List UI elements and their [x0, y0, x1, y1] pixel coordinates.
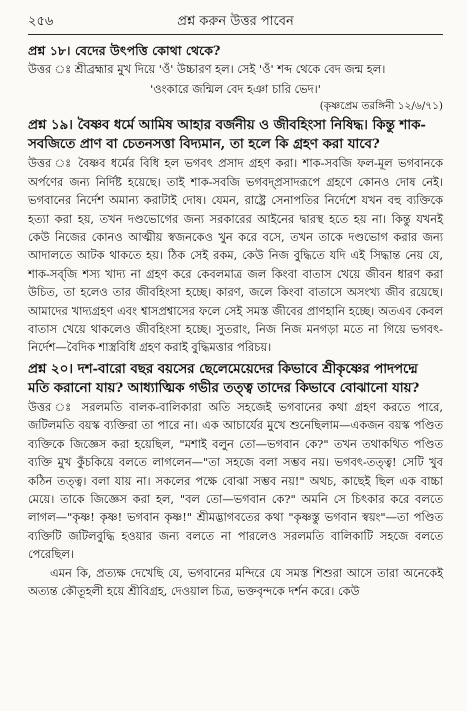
answer-20-paragraph-1: উত্তর ঃ সরলমতি বালক-বালিকারা অতি সহজেই ভগবানের কথা গ্রহণ করতে পারে, জটিলমতি বয়স্ক ব্যক্তিরা তা পারে না। এক আচার্যের মুখে শুনেছিলাম—একজন বয়স্ক পণ্ডিত ব্যক্তিকে জিজ্ঞেস করা হয়েছিল, "মশাই বলুন তো—ভগবান কে?" তখন তথাকথিত পণ্ডিত ব্যক্তি মুখ কুঁচকিয়ে বলতে লাগলেন—"তা সহজে বলা সম্ভব নয়। ভগবৎ-তত্ত্ব! সেটি খুব কঠিন তত্ত্ব। বলা যায় না। সকলের পক্ষে বোঝা সম্ভব নয়!" অথচ, কাছেই ছিল এক বাচ্চা মেয়ে। তাকে জিজ্ঞেস করা হল, "বল তো—ভগবান কে?" অমনি সে চিৎকার করে বলতে লাগল—"কৃষ্ণ! কৃষ্ণ! ভগবান কৃষ্ণ!" শ্রীমদ্ভাগবতের কথা "কৃষ্ণস্তু ভগবান স্বয়ং"—তা পণ্ডিত ব্যক্তিটি জটিলবুদ্ধি হওয়ার জন্য বলতে না পারলেও সরলমতি বালিকাটি সহজে বলতে পেরেছিল।	[28, 399, 443, 562]
question-20-section	[28, 360, 443, 600]
question-20: প্রশ্ন ২০। দশ-বারো বছর বয়সের ছেলেমেয়েদের কিভাবে শ্রীকৃষ্ণের পাদপদ্মে মতি করানো যায়? আধ্যাত্মিক গভীর তত্ত্ব তাদের কিভাবে বোঝানো যায়?	[28, 361, 420, 396]
question-19: প্রশ্ন ১৯। বৈষ্ণব ধর্মে আমিষ আহার বর্জনীয় ও জীবহিংসা নিষিদ্ধ। কিন্তু শাক-সবজিতে প্রাণ বা চেতনসত্তা বিদ্যমান, তা হলে কি গ্রহণ করা যাবে?	[28, 118, 426, 153]
answer-18: উত্তর ঃ শ্রীব্রহ্মার মুখ দিয়ে 'ওঁ' উচ্চারণ হল। সেই 'ওঁ' শব্দ থেকে বেদ জন্ম হল।	[28, 62, 386, 76]
page-number: ২৫৬	[28, 14, 54, 29]
question-18-section	[28, 41, 443, 114]
quote-source: (কৃষ্ণপ্রেম তরঙ্গিনী ১২/৬/৭১)	[319, 100, 443, 113]
question-19-section	[28, 116, 443, 356]
page-header	[28, 10, 443, 32]
header-rule	[28, 34, 443, 35]
question-18: প্রশ্ন ১৮। বেদের উৎপত্তি কোথা থেকে?	[28, 43, 221, 58]
scripture-quote: 'ওংকারে জন্মিল বেদ হঞা চারি ভেদ।'	[150, 82, 321, 97]
answer-19: উত্তর ঃ বৈষ্ণব ধর্মের বিধি হল ভগবৎ প্রসাদ গ্রহণ করা। শাক-সবজি ফল-মূল ভগবানকে অর্পণের জন্য নির্দিষ্ট হয়েছে। তাই শাক-সবজি ভগবদ্‌প্রসাদরূপে গ্রহণে কোনও দোষ নেই। ভগবানের নির্দেশ অমান্য করাটাই দোষ। যেমন, রাষ্ট্রে সেনাপতির নির্দেশে যখন বহু ব্যক্তিকে হত্যা করা হয়, তখন দণ্ডভোগের জন্য সরকারের আইনের দ্বারস্থ হতে হয় না। কিন্তু যখনই কেউ নিজের কোনও আত্মীয় স্বজনকেও খুন করে বসে, তখন তাকে দণ্ডভোগ করার জন্য আদালতে আটক থাকতে হয়। ঠিক সেই রকম, কেউ নিজ বুদ্ধিতে যদি এই সিদ্ধান্ত নেয় যে, শাক-সব্‌জি শস্য খাদ্য না গ্রহণ করে কেবলমাত্র জল কিংবা বাতাস খেয়ে জীবন ধারণ করা উচিত, তা হলেও তার জীবহিংসা হচ্ছে। কারণ, জলে কিংবা বাতাসে অসংখ্য জীব রয়েছে। আমাদের খাদ্যগ্রহণ এবং শ্বাসপ্রশ্বাসের ফলে সেই সমস্ত জীবের প্রাণহানি হচ্ছে। অতএব কেবল বাতাস খেয়ে থাকলেও জীবহিংসা হচ্ছে। সুতরাং, নিজ নিজ মনগড়া মতে না গিয়ে ভগবৎ-নির্দেশ—বৈদিক শাস্ত্রবিধি গ্রহণ করাই বুদ্ধিমত্তার পরিচয়।	[28, 156, 443, 355]
answer-20-paragraph-2: এমন কি, প্রত্যক্ষ দেখেছি যে, ভগবানের মন্দিরে যে সমস্ত শিশুরা আসে তারা অনেকেই অত্যন্ত কৌতূহলী হয়ে শ্রীবিগ্রহ, দেওয়াল চিত্র, ভক্তবৃন্দকে দর্শন করে। কেউ	[28, 565, 443, 598]
running-title: প্রশ্ন করুন উত্তর পাবেন	[177, 14, 294, 29]
